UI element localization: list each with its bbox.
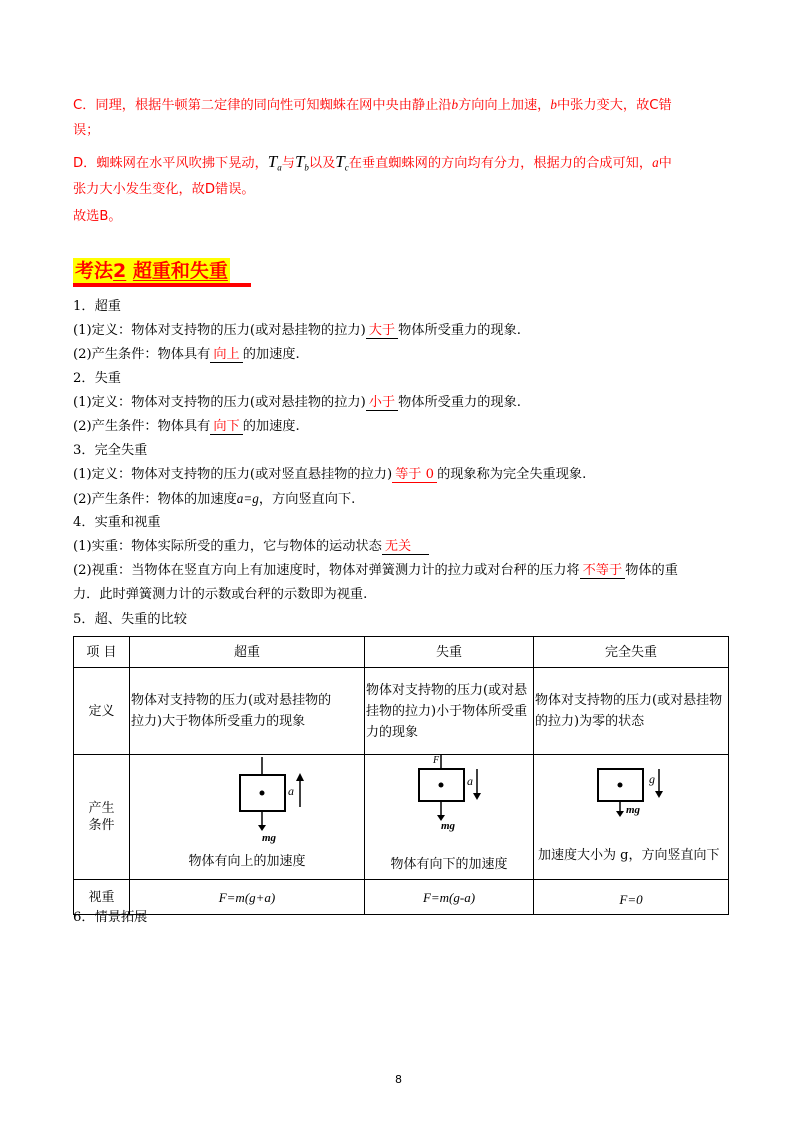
- center-dot: [618, 783, 623, 788]
- cond-complete-weightless: 加速度大小为 g，方向竖直向下: [538, 848, 720, 863]
- force-label: F: [433, 755, 440, 766]
- item2-title: 2．失重: [73, 371, 121, 386]
- accel-down-arrowhead: [473, 793, 481, 800]
- answer-d-text1: D．蜘蛛网在水平风吹拂下晃动，: [73, 156, 268, 171]
- var-tc: T: [335, 152, 345, 171]
- mg-label: mg: [626, 804, 641, 816]
- item1-cond-text: (2)产生条件：物体具有: [73, 347, 211, 362]
- def-overweight: 物体对支持物的压力(或对悬挂物的拉力)大于物体所受重力的现象: [131, 693, 332, 729]
- item4-real-text: (1)实重：物体实际所受的重力，它与物体的运动状态: [73, 539, 382, 554]
- item1-cond-tail: 的加速度.: [242, 347, 300, 362]
- table-header-complete-weightless: 完全失重: [534, 637, 729, 668]
- row-label-condition: [74, 755, 130, 880]
- item5-title: 5．超、失重的比较: [73, 612, 187, 627]
- accel-label: a: [288, 784, 294, 798]
- item4-real-blank: 无关: [382, 539, 429, 555]
- g-label: g: [649, 772, 655, 786]
- row-label-apparent-weight: 视重: [74, 880, 130, 915]
- item3-cond-text: (2)产生条件：物体的加速度: [73, 492, 237, 507]
- answer-c-line2: 误；: [73, 123, 100, 138]
- item3-def-blank: 等于 0: [392, 467, 437, 483]
- item1-definition: [73, 322, 521, 340]
- item3-cond-tail: ，方向竖直向下.: [258, 492, 356, 507]
- def-weightless: 物体对支持物的压力(或对悬挂物的拉力)小于物体所受重力的现象: [366, 682, 528, 740]
- item2-condition: [73, 418, 300, 436]
- heading-underline-bar: [73, 283, 251, 287]
- var-tb: T: [294, 152, 305, 171]
- var-a: a: [652, 155, 659, 170]
- table-header-item: 项 目: [74, 637, 130, 668]
- accel-label: a: [467, 774, 473, 788]
- item2-def-text: (1)定义：物体对支持物的压力(或对悬挂物的拉力): [73, 395, 366, 410]
- answer-c-text2: 方向向上加速，: [458, 98, 551, 113]
- table-row-apparent-weight: [74, 880, 729, 915]
- row-label-definition: 定义: [74, 668, 130, 755]
- view-complete-weightless: F=0: [534, 880, 729, 915]
- section-heading: [73, 258, 230, 284]
- item2-definition: [73, 394, 521, 412]
- answer-d-line1: [73, 153, 672, 177]
- center-dot: [439, 783, 444, 788]
- cond-weightless-cell: [365, 755, 533, 879]
- answer-d-and1: 与: [281, 156, 295, 171]
- item3-title: 3．完全失重: [73, 443, 148, 458]
- var-b: b: [451, 97, 459, 112]
- def-complete-weightless: 物体对支持物的压力(或对悬挂物的拉力)为零的状态: [535, 693, 723, 729]
- table-header-overweight: 超重: [130, 637, 365, 668]
- row-label-condition-text: 产生条件: [88, 801, 115, 833]
- answer-conclusion: 故选B。: [73, 209, 122, 224]
- item2-def-tail: 物体所受重力的现象.: [398, 395, 521, 410]
- var-ta: T: [267, 152, 278, 171]
- var-ta-sub: a: [277, 162, 282, 173]
- answer-d-text2: 在垂直蜘蛛网的方向均有分力，根据力的合成可知，: [348, 156, 653, 171]
- item3-cond-expr: a=g: [236, 491, 259, 506]
- answer-c-line1: [73, 96, 672, 115]
- item1-title: 1．超重: [73, 299, 121, 314]
- table-header-row: [74, 637, 729, 668]
- cond-complete-weightless-cell: [534, 755, 728, 879]
- item4-view-text: (2)视重：当物体在竖直方向上有加速度时，物体对弹簧测力计的拉力或对台秤的压力将: [73, 563, 580, 578]
- gravity-arrowhead: [616, 811, 624, 817]
- item2-cond-blank: 向下: [210, 419, 242, 435]
- item2-cond-tail: 的加速度.: [242, 419, 300, 434]
- item4-view-tail: 物体的重: [625, 563, 678, 578]
- answer-d-line2: 张力大小发生变化，故D错误。: [73, 182, 255, 197]
- cond-weightless: 物体有向下的加速度: [390, 857, 508, 872]
- view-overweight: F=m(g+a): [130, 880, 365, 915]
- accel-down-arrowhead: [655, 791, 663, 798]
- item6-title: 6．情景拓展: [73, 910, 148, 925]
- item1-def-text: (1)定义：物体对支持物的压力(或对悬挂物的拉力): [73, 323, 366, 338]
- answer-c-text3: 中张力变大，故C错: [556, 98, 672, 113]
- section-number: 2: [113, 260, 127, 282]
- item1-cond-blank: 向上: [210, 347, 242, 363]
- answer-d-text3: 中: [658, 156, 672, 171]
- mg-label: mg: [441, 820, 456, 832]
- item3-condition: [73, 490, 355, 509]
- item2-def-blank: 小于: [366, 395, 398, 411]
- center-dot: [260, 791, 265, 796]
- var-b: b: [550, 97, 557, 112]
- item1-def-blank: 大于: [366, 323, 398, 339]
- item4-real: [73, 538, 429, 556]
- var-tc-sub: c: [344, 162, 349, 173]
- accel-up-arrowhead: [296, 773, 304, 781]
- item3-def-tail: 的现象称为完全失重现象.: [437, 467, 587, 482]
- var-tb-sub: b: [304, 162, 309, 173]
- cond-overweight: 物体有向上的加速度: [188, 854, 306, 869]
- answer-c-text1: C．同理，根据牛顿第二定律的同向性可知蜘蛛在网中央由静止沿: [73, 98, 452, 113]
- section-prefix: 考法: [75, 260, 114, 282]
- gravity-arrowhead: [258, 825, 266, 831]
- item4-title: 4．实重和视重: [73, 515, 161, 530]
- section-title: 超重和失重: [132, 260, 228, 282]
- cond-overweight-cell: [130, 755, 364, 879]
- mg-label: mg: [262, 832, 277, 844]
- page-number: 8: [395, 1073, 402, 1086]
- item4-view-line2: 力．此时弹簧测力计的示数或台秤的示数即为视重.: [73, 587, 368, 602]
- item4-view: [73, 562, 678, 580]
- item4-view-blank: 不等于: [580, 563, 626, 579]
- item2-cond-text: (2)产生条件：物体具有: [73, 419, 211, 434]
- table-row-definition: [74, 668, 729, 755]
- view-weightless: F=m(g-a): [365, 880, 534, 915]
- item1-condition: [73, 346, 300, 364]
- answer-d-and2: 以及: [308, 156, 336, 171]
- item3-def-text: (1)定义：物体对支持物的压力(或对竖直悬挂物的拉力): [73, 467, 393, 482]
- table-header-weightless: 失重: [365, 637, 534, 668]
- table-row-condition: [74, 755, 729, 880]
- comparison-table: [73, 636, 729, 915]
- item1-def-tail: 物体所受重力的现象.: [398, 323, 521, 338]
- item3-definition: [73, 466, 586, 484]
